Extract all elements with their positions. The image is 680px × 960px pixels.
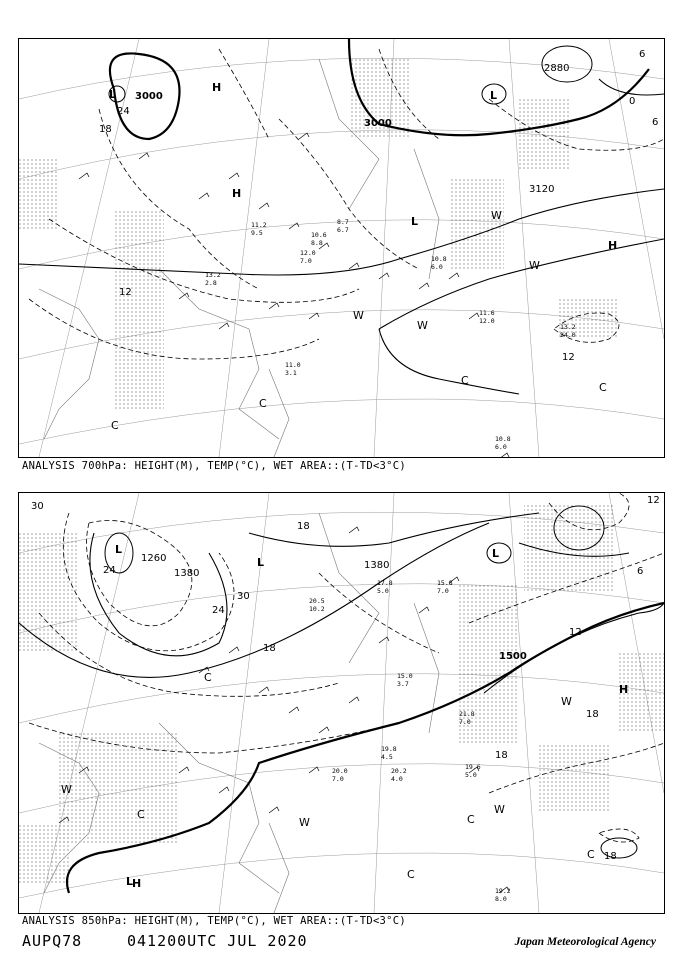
height-label: 1500 [499,651,527,662]
station-value: 20.2 [391,767,407,775]
station-value: 13.2 [205,271,221,279]
system-symbol: C [467,813,475,826]
station-value: 21.8 [459,710,475,718]
wet-area-850 [19,503,664,883]
station-value: 17.8 [377,579,393,587]
station-value: 19.2 [495,887,511,895]
system-symbol: L [411,215,419,228]
caption-850hpa: ANALYSIS 850hPa: HEIGHT(M), TEMP(°C), WET AREA::(T-TD<3°C) [22,915,407,927]
system-symbol: C [407,868,415,881]
system-symbol: L [257,556,265,569]
system-symbol: C [461,374,469,387]
system-symbol: L [490,89,498,102]
station-value: 8.7 [337,218,349,226]
system-symbol: H [232,187,242,200]
temp-label: 18 [297,521,310,532]
map-700-svg [19,39,664,457]
station-value: 12.0 [300,249,316,257]
temp-label: 18 [586,709,599,720]
temp-label: 12 [569,627,582,638]
system-symbol: W [61,783,72,796]
temp-label: 6 [639,49,646,60]
system-symbol: C [111,419,119,432]
station-plots-700 [205,218,576,451]
system-symbol: C [137,808,145,821]
temp-label: 6 [637,566,644,577]
station-value: 15.0 [397,672,413,680]
system-symbol: W [417,319,428,332]
system-symbol: L [115,543,123,556]
system-symbol: C [204,671,212,684]
station-value: 5.0 [465,771,477,779]
temp-label: 18 [495,750,508,761]
system-symbol: L [492,547,500,560]
temp-label: 18 [263,643,276,654]
height-label: 2880 [544,63,570,74]
valid-time: 041200UTC JUL 2020 [127,932,308,950]
height-label: 3000 [364,118,392,129]
temp-label: 30 [31,501,44,512]
temp-label: 0 [629,96,636,107]
analysis-850hpa-map [18,492,665,914]
system-symbol: W [529,259,540,272]
system-symbol: C [599,381,607,394]
temp-label: 24 [117,106,130,117]
caption-700hpa: ANALYSIS 700hPa: HEIGHT(M), TEMP(°C), WET AREA::(T-TD<3°C) [22,460,407,472]
height-label: 3000 [135,91,163,102]
station-value: 15.8 [437,579,453,587]
station-value: 19.8 [381,745,397,753]
station-value: 7.0 [332,775,344,783]
station-value: 4.5 [381,753,393,761]
station-value: 8.8 [311,239,323,247]
temp-label: 12 [647,495,660,506]
system-symbol: C [587,848,595,861]
system-symbol: W [353,309,364,322]
system-symbol: W [494,803,505,816]
temp-label: 18 [604,851,617,862]
system-symbol: H [608,239,618,252]
system-symbol: W [299,816,310,829]
system-symbol: W [561,695,572,708]
station-value: 10.8 [495,435,511,443]
station-value: 3.7 [397,680,409,688]
system-symbol: L [126,875,134,888]
height-label: 1380 [174,568,200,579]
agency-credit: Japan Meteorological Agency [514,936,656,948]
station-value: 11.0 [285,361,301,369]
temp-label: 30 [237,591,250,602]
system-symbol: L [109,88,117,101]
station-value: 7.0 [300,257,312,265]
station-value: 4.0 [391,775,403,783]
station-value: 6.7 [337,226,349,234]
system-symbol: H [619,683,629,696]
map-850-svg [19,493,664,913]
station-value: 8.0 [495,895,507,903]
station-value: 3.1 [285,369,297,377]
station-value: 10.6 [311,231,327,239]
station-value: 7.0 [437,587,449,595]
temp-label: 18 [99,124,112,135]
station-value: 19.6 [465,763,481,771]
station-value: 7.0 [459,718,471,726]
chart-id: AUPQ78 [22,932,83,950]
station-value: 12.0 [479,317,495,325]
station-value: 20.0 [332,767,348,775]
system-symbol: C [259,397,267,410]
temp-label: 12 [119,287,132,298]
height-label: 1260 [141,553,167,564]
temp-label: 24 [103,565,116,576]
system-symbol: W [491,209,502,222]
station-value: 11.2 [251,221,267,229]
station-value: 6.0 [431,263,443,271]
station-value: 24.0 [560,331,576,339]
station-value: 11.6 [479,309,495,317]
height-label: 3120 [529,184,555,195]
station-value: 13.2 [560,323,576,331]
station-value: 20.5 [309,597,325,605]
station-value: 10.8 [431,255,447,263]
station-value: 5.0 [377,587,389,595]
temp-label: 24 [212,605,225,616]
station-value: 9.5 [251,229,263,237]
station-value: 2.8 [205,279,217,287]
system-symbol: H [132,877,142,890]
temp-label: 6 [652,117,659,128]
height-label: 1380 [364,560,390,571]
temp-label: 12 [562,352,575,363]
station-value: 6.0 [495,443,507,451]
station-value: 10.2 [309,605,325,613]
analysis-700hpa-map [18,38,665,458]
system-symbol: H [212,81,222,94]
